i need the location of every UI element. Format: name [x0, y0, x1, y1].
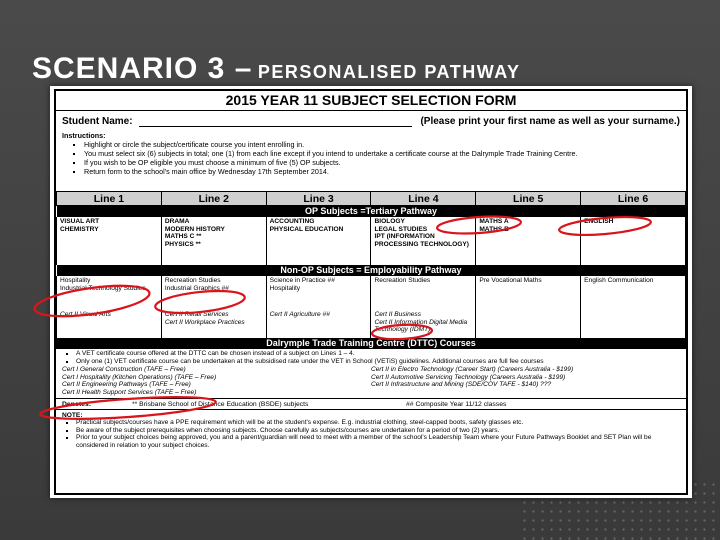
- subject-option[interactable]: VISUAL ART: [60, 218, 100, 225]
- dttc-course[interactable]: Cert II Infrastructure and Mining (SDE/COV TAFE - $140) ???: [371, 381, 552, 389]
- subject-option[interactable]: ACCOUNTING: [269, 218, 315, 225]
- line-header: Line 4: [371, 192, 476, 206]
- student-name-row: [56, 111, 686, 129]
- dttc-course[interactable]: Cert II Engineering Pathways (TAFE – Free): [62, 381, 191, 389]
- denotes-row: [56, 398, 686, 410]
- dttc-band: Dalrymple Trade Training Centre (DTTC) Courses: [56, 338, 686, 349]
- empty-cell: [476, 310, 581, 338]
- form-title: 2015 YEAR 11 SUBJECT SELECTION FORM: [56, 91, 686, 111]
- cert-option[interactable]: Cert II Visual Arts: [60, 311, 111, 318]
- subject-table: [56, 191, 686, 338]
- dttc-course[interactable]: Cert II Health Support Services (TAFE – Free): [62, 388, 197, 396]
- subject-option[interactable]: MATHS C **: [164, 233, 202, 241]
- subject-option[interactable]: IPT (INFORMATION PROCESSING TECHNOLOGY): [374, 233, 470, 248]
- subject-option[interactable]: PHYSICS **: [164, 240, 201, 248]
- instructions-label: Instructions:: [62, 131, 106, 140]
- student-name-field[interactable]: [139, 116, 413, 127]
- denotes-composite: ## Composite Year 11/12 classes: [406, 400, 507, 408]
- note-section: [56, 410, 686, 452]
- subject-option[interactable]: Industrial Technology Studies: [60, 284, 146, 292]
- subject-option[interactable]: BIOLOGY: [374, 218, 405, 225]
- instruction-item: ▪ Return form to the school's main office by Wednesday 17th September 2014.: [84, 167, 680, 176]
- subject-option[interactable]: Recreation Studies: [164, 277, 221, 284]
- subject-option[interactable]: English Communication: [584, 277, 654, 284]
- subject-option[interactable]: Hospitality: [60, 277, 91, 284]
- student-name-label: Student Name:: [62, 116, 133, 127]
- dttc-course[interactable]: Cert I General Construction (TAFE – Free): [62, 366, 186, 374]
- line-header: Line 3: [266, 192, 371, 206]
- subject-option[interactable]: PHYSICAL EDUCATION: [269, 225, 344, 233]
- note-item: ▪ Prior to your subject choices being approved, you and a parent/guardian will need to meet with a member of the school's Leadership Team where your Future Pathways Booklet and SET Plan will be considered in relation to your subject choices.: [76, 434, 680, 449]
- cert-option[interactable]: Cert II Information Digital Media Technology (IDMT): [374, 318, 468, 334]
- dttc-course[interactable]: Cert II in Electro Technology (Career Start) (Careers Australia - $199): [371, 366, 574, 374]
- line-header: Line 1: [57, 192, 162, 206]
- cert-option[interactable]: Cert II Retail Services: [164, 311, 229, 318]
- note-item: ▪ Be aware of the subject prerequisites when choosing subjects. Choose carefully as subjects/courses are undertaken for a period of two (2) years.: [76, 427, 680, 435]
- subject-option[interactable]: Hospitality: [269, 284, 301, 292]
- slide-title-sub: PERSONALISED PATHWAY: [257, 62, 521, 82]
- student-name-hint: (Please print your first name as well as your surname.): [420, 116, 680, 127]
- subject-option[interactable]: MODERN HISTORY: [164, 225, 225, 233]
- cert-option[interactable]: Cert II Business: [374, 311, 422, 318]
- line-header: Line 5: [476, 192, 581, 206]
- dttc-bullet: ▪ Only one (1) VET certificate course can be undertaken at the subsidised rate under the VET in School (VETiS) guidelines. Additional courses are full fee courses: [76, 358, 680, 366]
- line-header: Line 6: [581, 192, 686, 206]
- slide-title: [32, 52, 521, 86]
- subject-option[interactable]: ENGLISH: [584, 218, 614, 225]
- instruction-item: ▪ You must select six (6) subjects in total; one (1) from each line except if you intend to undertake a certificate course at the Dalrymple Trade Training Centre.: [84, 149, 680, 158]
- note-item: ▪ Practical subjects/courses have a PPE requirement which will be at the student's expense. E.g. industrial clothing, steel-capped boots, safety glasses etc.: [76, 419, 680, 427]
- subject-option[interactable]: CHEMISTRY: [60, 225, 99, 233]
- empty-cell: [581, 310, 686, 338]
- line-header: Line 2: [161, 192, 266, 206]
- instructions: [56, 129, 686, 191]
- dttc-course[interactable]: Cert II Automotive Servicing Technology (Careers Australia - $199): [371, 373, 566, 381]
- op-subjects-band: OP Subjects =Tertiary Pathway: [57, 206, 686, 218]
- subject-option[interactable]: Science in Practice ##: [269, 277, 335, 284]
- subject-option[interactable]: Pre Vocational Maths: [479, 277, 542, 284]
- cert-option[interactable]: Cert II Agriculture ##: [269, 311, 330, 318]
- subject-option[interactable]: MATHS B: [479, 225, 509, 233]
- slide-title-main: SCENARIO 3 –: [32, 52, 253, 85]
- instruction-item: ▪ If you wish to be OP eligible you must choose a minimum of five (5) OP subjects.: [84, 158, 680, 167]
- non-op-subjects-band: Non-OP Subjects = Employability Pathway: [57, 265, 686, 276]
- cert-option[interactable]: Cert II Workplace Practices: [164, 318, 245, 326]
- subject-option[interactable]: Industrial Graphics ##: [164, 284, 229, 292]
- dttc-section: [56, 349, 686, 398]
- subject-option[interactable]: Recreation Studies: [374, 277, 431, 284]
- dttc-course[interactable]: Cert I Hospitality (Kitchen Operations) (TAFE – Free): [62, 373, 217, 381]
- subject-option[interactable]: LEGAL STUDIES: [374, 225, 428, 233]
- denotes-label: Denotes:: [62, 400, 92, 408]
- dttc-bullet: ▪ A VET certificate course offered at the DTTC can be chosen instead of a subject on Lines 1 – 4.: [76, 350, 680, 358]
- note-label: NOTE:: [62, 411, 83, 419]
- subject-selection-form: [50, 86, 692, 498]
- form-frame: [54, 89, 688, 495]
- subject-option[interactable]: DRAMA: [164, 218, 190, 225]
- denotes-bsde: ** Brisbane School of Distance Education (BSDE) subjects: [132, 400, 309, 408]
- subject-option[interactable]: MATHS A: [479, 218, 509, 225]
- instruction-item: ▪ Highlight or circle the subject/certificate course you intent enrolling in.: [84, 140, 680, 149]
